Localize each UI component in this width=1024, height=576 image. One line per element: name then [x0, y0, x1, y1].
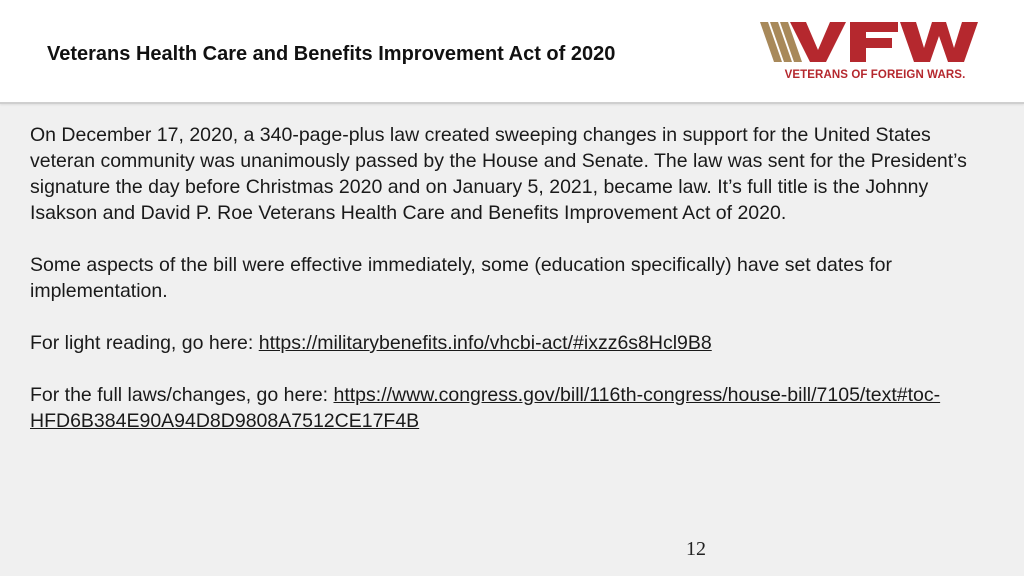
- page-number: 12: [686, 538, 706, 560]
- full-laws-label: For the full laws/changes, go here:: [30, 384, 334, 406]
- paragraph-law-summary: On December 17, 2020, a 340-page-plus law created sweeping changes in support for the United States veteran community was unanimously passed by the House and Senate. The law was sent for the President’s signature the day before Christmas 2020 and on January 5, 2021, became law. It’s full title is the Johnny Isakson and David P. Roe Veterans Health Care and Benefits Improvement Act of 2020.: [30, 124, 967, 224]
- paragraph-full-laws: [30, 382, 990, 434]
- paragraph-light-reading: [30, 330, 990, 356]
- vfw-logo: [760, 22, 984, 86]
- paragraph-effective-dates: Some aspects of the bill were effective immediately, some (education specifically) have set dates for implementation.: [30, 254, 893, 302]
- logo-subtitle: VETERANS OF FOREIGN WARS.: [784, 69, 966, 81]
- slide-title: Veterans Health Care and Benefits Improvement Act of 2020: [47, 43, 616, 65]
- light-reading-label: For light reading, go here:: [30, 332, 259, 354]
- slide-body: [30, 122, 990, 460]
- congress-bill-link[interactable]: https://www.congress.gov/bill/116th-congress/house-bill/7105/text#toc-HFD6B384E90A94D8D9808A7512CE17F4B: [30, 384, 941, 432]
- vfw-logo-mark-icon: [760, 22, 984, 66]
- slide-header: [0, 0, 1024, 104]
- militarybenefits-link[interactable]: https://militarybenefits.info/vhcbi-act/#ixzz6s8Hcl9B8: [258, 332, 712, 354]
